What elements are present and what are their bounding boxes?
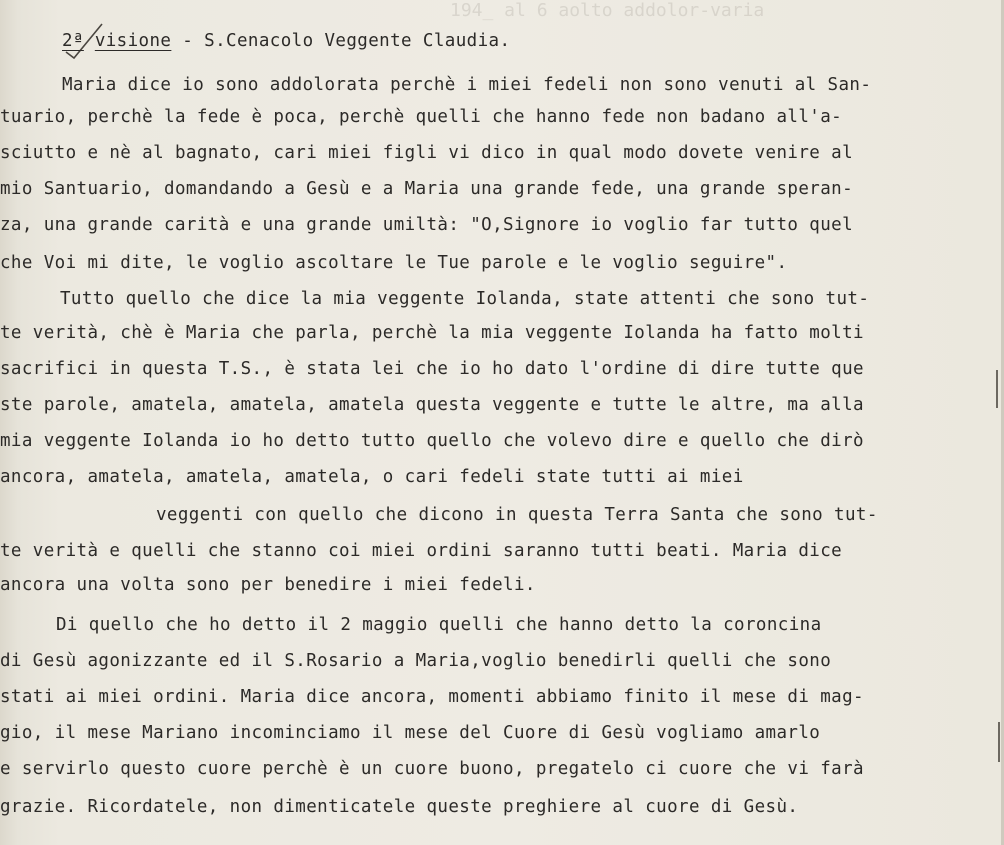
- text-line-6: che Voi mi dite, le voglio ascoltare le Tue parole e le voglio seguire".: [0, 253, 788, 273]
- text-line-4: mio Santuario, domandando a Gesù e a Maria una grande fede, una grande speran-: [0, 179, 853, 199]
- text-line-3: sciutto e nè al bagnato, cari miei figli vi dico in qual modo dovete venire al: [0, 143, 853, 163]
- text-line-7: Tutto quello che dice la mia veggente Iolanda, state attenti che sono tut-: [60, 289, 870, 309]
- text-line-14: te verità e quelli che stanno coi miei ordini saranno tutti beati. Maria dice: [0, 541, 843, 561]
- text-line-16: Di quello che ho detto il 2 maggio quelli che hanno detto la coroncina: [56, 615, 822, 635]
- text-line-8: te verità, chè è Maria che parla, perchè la mia veggente Iolanda ha fatto molti: [0, 323, 864, 343]
- text-line-21: grazie. Ricordatele, non dimenticatele queste preghiere al cuore di Gesù.: [0, 797, 799, 817]
- text-line-11: mia veggente Iolanda io ho detto tutto quello che volevo dire e quello che dirò: [0, 431, 864, 451]
- text-line-1: Maria dice io sono addolorata perchè i miei fedeli non sono venuti al San-: [62, 75, 872, 95]
- text-line-17: di Gesù agonizzante ed il S.Rosario a Maria,voglio benedirli quelli che sono: [0, 651, 832, 671]
- text-line-20: e servirlo questo cuore perchè è un cuore buono, pregatelo ci cuore che vi farà: [0, 759, 864, 779]
- title-word: visione: [94, 31, 172, 51]
- title-number: 2ª: [62, 31, 84, 51]
- title-rest: - S.Cenacolo Veggente Claudia.: [171, 31, 511, 51]
- text-line-18: stati ai miei ordini. Maria dice ancora, momenti abbiamo finito il mese di mag-: [0, 687, 864, 707]
- margin-mark: [998, 722, 1000, 762]
- text-line-13: veggenti con quello che dicono in questa Terra Santa che sono tut-: [156, 505, 878, 525]
- text-line-15: ancora una volta sono per benedire i miei fedeli.: [0, 575, 536, 595]
- page-title: [62, 31, 510, 51]
- text-line-12: ancora, amatela, amatela, amatela, o cari fedeli state tutti ai miei: [0, 467, 744, 487]
- bleed-through-text: 194_ al 6 aolto addolor-varia: [450, 0, 765, 21]
- text-line-2: tuario, perchè la fede è poca, perchè quelli che hanno fede non badano all'a-: [0, 107, 843, 127]
- margin-mark: [996, 370, 998, 408]
- text-line-10: ste parole, amatela, amatela, amatela questa veggente e tutte le altre, ma alla: [0, 395, 864, 415]
- text-line-9: sacrifici in questa T.S., è stata lei che io ho dato l'ordine di dire tutte que: [0, 359, 864, 379]
- text-line-5: za, una grande carità e una grande umiltà: "O,Signore io voglio far tutto quel: [0, 215, 853, 235]
- text-line-19: gio, il mese Mariano incominciamo il mese del Cuore di Gesù vogliamo amarlo: [0, 723, 821, 743]
